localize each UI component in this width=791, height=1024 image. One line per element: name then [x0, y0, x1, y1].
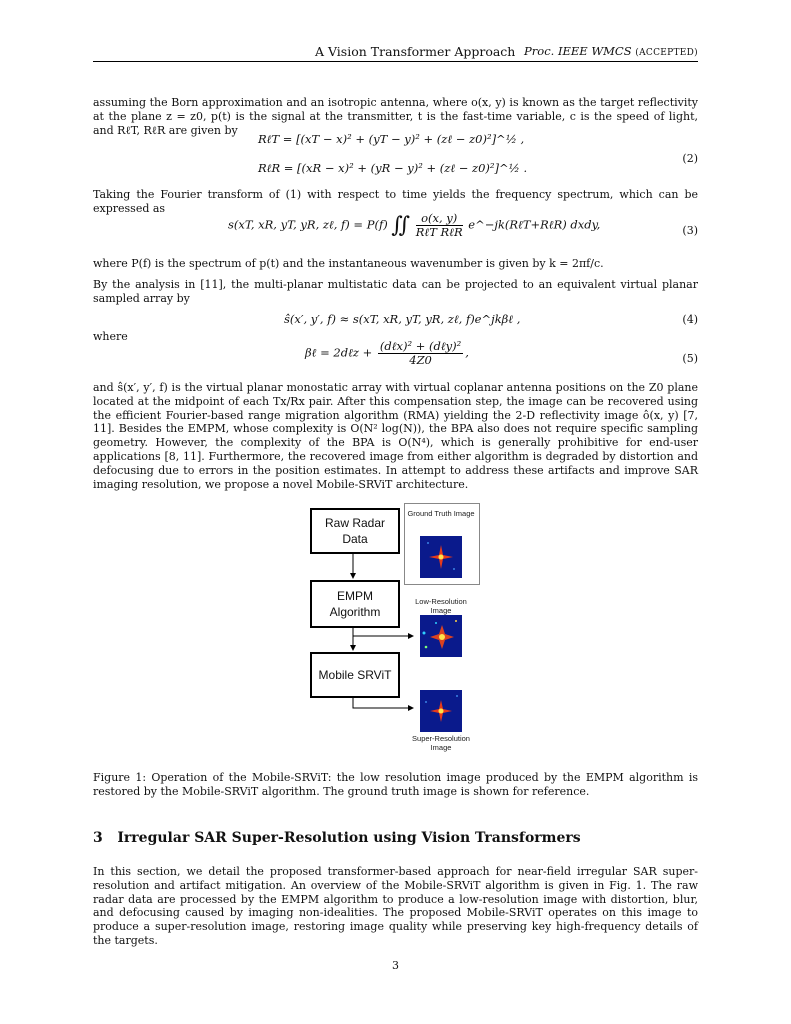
- ground-truth-label: Ground Truth Image: [407, 509, 475, 518]
- super-resolution-image: [420, 690, 462, 732]
- where-label: where: [93, 330, 128, 343]
- equation-3: s(xT, xR, yT, yR, zℓ, f) = P(f) ∬ $\frac{o(x, y)}{\text{RℓT RℓR}}$ e^−jk(RℓT+RℓR) dxdy,: [228, 211, 601, 239]
- super-resolution-label: Super-Resolution Image: [412, 734, 470, 752]
- low-resolution-label: Low-Resolution Image: [415, 597, 467, 615]
- header-title: A Vision Transformer Approach: [315, 44, 516, 59]
- equation-2-number: (2): [682, 152, 698, 165]
- paragraph-born: assuming the Born approximation and an isotropic antenna, where o(x, y) is known as the target reflectivity at the plane z = z0, p(t) is the signal at the transmitter, t is the fast-time variable, c is the speed of light, and RℓT, RℓR are given by: [93, 96, 698, 137]
- running-header: [93, 44, 698, 62]
- header-journal: Proc. IEEE WMCS (ACCEPTED): [524, 44, 698, 58]
- ground-truth-image: [420, 536, 462, 578]
- equation-4: ŝ(x′, y′, f) ≈ s(xT, xR, yT, yR, zℓ, f)e^jkβℓ ,: [284, 312, 521, 326]
- paragraph-section-intro: In this section, we detail the proposed transformer-based approach for near-field irregular SAR super-resolution and artifact mitigation. An overview of the Mobile-SRViT algorithm is given in Fig. 1. The raw radar data are processed by the EMPM algorithm to produce a low-resolution image with distortion, blur, and defocusing caused by imaging non-idealities. The proposed Mobile-SRViT operates on this image to produce a super-resolution image, restoring image quality while preserving key high-frequency details of the targets.: [93, 865, 698, 947]
- paragraph-spectrum: where P(f) is the spectrum of p(t) and the instantaneous wavenumber is given by k = 2πf/c.: [93, 257, 604, 270]
- paragraph-projection: By the analysis in [11], the multi-planar multistatic data can be projected to an equivalent virtual planar sampled array by: [93, 278, 698, 305]
- paragraph-rma: and ŝ(x′, y′, f) is the virtual planar monostatic array with virtual coplanar antenna positions on the Z0 plane located at the midpoint of each Tx/Rx pair. After this compensation step, the image can be recovered using the efficient Fourier-based range migration algorithm (RMA) yielding the 2-D reflectivity image ô(x, y) [7, 11]. Besides the EMPM, whose complexity is O(N² log(N)), the BPA also does not require specific sampling geometry. However, the complexity of the BPA is O(N⁴), which is generally prohibitive for end-user applications [8, 11]. Furthermore, the recovered image from either algorithm is degraded by distortion and defocusing due to errors in the position estimates. In attempt to address these artifacts and improve SAR imaging resolution, we propose a novel Mobile-SRViT architecture.: [93, 381, 698, 491]
- box-mobile-srvit: Mobile SRViT: [310, 652, 400, 698]
- equation-3-number: (3): [682, 224, 698, 237]
- equation-2-line1: RℓT = [(xT − x)² + (yT − y)² + (zℓ − z0)²]^½ ,: [258, 132, 525, 146]
- page-number: 3: [392, 959, 399, 972]
- equation-2-line2: RℓR = [(xR − x)² + (yR − y)² + (zℓ − z0)²]^½ .: [258, 161, 528, 175]
- paragraph-fourier: Taking the Fourier transform of (1) with respect to time yields the frequency spectrum, which can be expressed as: [93, 188, 698, 215]
- figure-1: [305, 500, 490, 760]
- equation-4-number: (4): [682, 313, 698, 326]
- box-empm-algorithm: EMPM Algorithm: [310, 580, 400, 628]
- equation-5-number: (5): [682, 352, 698, 365]
- figure-caption: Figure 1: Operation of the Mobile-SRViT: the low resolution image produced by the EMPM algorithm is restored by the Mobile-SRViT algorithm. The ground truth image is shown for reference.: [93, 771, 698, 798]
- box-raw-radar-data: Raw Radar Data: [310, 508, 400, 554]
- section-heading: 3 Irregular SAR Super-Resolution using Vision Transformers: [93, 830, 581, 846]
- equation-5: βℓ = 2dℓz + $\frac{\text{(dℓx)² + (dℓy)²}}{4Z0}$ ,: [305, 339, 469, 367]
- low-resolution-image: [420, 615, 462, 657]
